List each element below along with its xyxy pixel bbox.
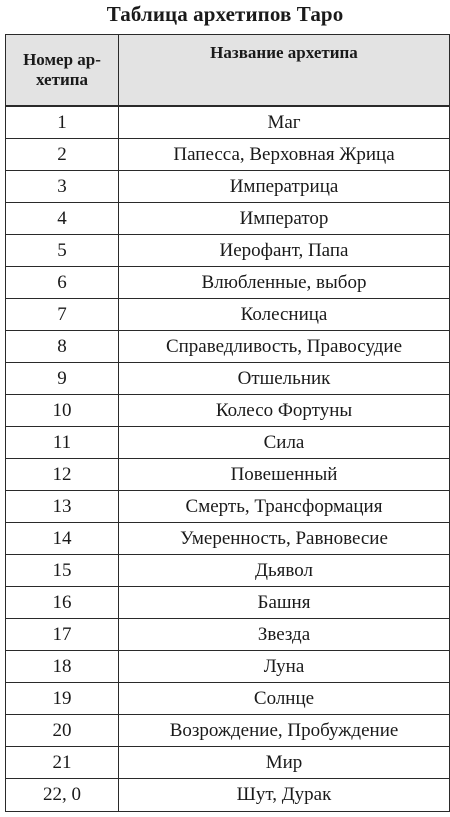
archetype-number-cell: 20 <box>6 715 119 747</box>
archetype-name-cell: Папесса, Верховная Жрица <box>119 139 450 171</box>
table-row <box>6 651 450 683</box>
table-row <box>6 587 450 619</box>
archetype-name-cell: Луна <box>119 651 450 683</box>
table-row <box>6 363 450 395</box>
archetype-number-cell: 11 <box>6 427 119 459</box>
table-row <box>6 139 450 171</box>
table-row <box>6 619 450 651</box>
archetype-number-cell: 1 <box>6 106 119 139</box>
archetype-number-cell: 13 <box>6 491 119 523</box>
archetype-number-cell: 9 <box>6 363 119 395</box>
archetype-number-cell: 21 <box>6 747 119 779</box>
archetype-number-cell: 5 <box>6 235 119 267</box>
archetype-name-cell: Колесница <box>119 299 450 331</box>
archetype-number-cell: 12 <box>6 459 119 491</box>
archetype-number-cell: 18 <box>6 651 119 683</box>
archetype-name-cell: Императрица <box>119 171 450 203</box>
table-row <box>6 235 450 267</box>
archetype-name-cell: Отшельник <box>119 363 450 395</box>
table-row <box>6 491 450 523</box>
archetype-name-cell: Повешенный <box>119 459 450 491</box>
archetype-number-cell: 3 <box>6 171 119 203</box>
archetype-name-cell: Дьявол <box>119 555 450 587</box>
archetype-name-cell: Башня <box>119 587 450 619</box>
archetype-name-cell: Звезда <box>119 619 450 651</box>
archetype-name-cell: Умеренность, Равновесие <box>119 523 450 555</box>
table-title: Таблица архетипов Таро <box>106 2 344 26</box>
table-body <box>6 106 450 812</box>
archetype-number-cell: 16 <box>6 587 119 619</box>
archetype-number-cell: 8 <box>6 331 119 363</box>
archetype-number-cell: 6 <box>6 267 119 299</box>
table-row <box>6 171 450 203</box>
archetype-number-cell: 2 <box>6 139 119 171</box>
table-row <box>6 555 450 587</box>
table-header-row <box>6 35 450 107</box>
archetype-number-cell: 19 <box>6 683 119 715</box>
table-row <box>6 523 450 555</box>
archetype-name-cell: Сила <box>119 427 450 459</box>
table-row <box>6 779 450 812</box>
table-row <box>6 683 450 715</box>
archetype-name-cell: Маг <box>119 106 450 139</box>
table-row <box>6 715 450 747</box>
header-name: Название архетипа <box>119 35 450 107</box>
table-row <box>6 459 450 491</box>
archetype-name-cell: Император <box>119 203 450 235</box>
table-row <box>6 203 450 235</box>
archetype-name-cell: Возрождение, Пробуждение <box>119 715 450 747</box>
archetype-number-cell: 17 <box>6 619 119 651</box>
archetype-number-cell: 4 <box>6 203 119 235</box>
header-number: Номер ар-хетипа <box>6 35 119 107</box>
archetype-number-cell: 14 <box>6 523 119 555</box>
archetype-table <box>5 34 450 812</box>
archetype-number-cell: 22, 0 <box>6 779 119 812</box>
archetype-number-cell: 7 <box>6 299 119 331</box>
archetype-number-cell: 15 <box>6 555 119 587</box>
table-row <box>6 395 450 427</box>
table-row <box>6 267 450 299</box>
archetype-name-cell: Шут, Дурак <box>119 779 450 812</box>
table-row <box>6 427 450 459</box>
archetype-name-cell: Колесо Фортуны <box>119 395 450 427</box>
archetype-number-cell: 10 <box>6 395 119 427</box>
table-row <box>6 331 450 363</box>
table-row <box>6 747 450 779</box>
archetype-name-cell: Влюбленные, выбор <box>119 267 450 299</box>
archetype-name-cell: Мир <box>119 747 450 779</box>
table-row <box>6 299 450 331</box>
archetype-name-cell: Справедливость, Правосудие <box>119 331 450 363</box>
archetype-name-cell: Солнце <box>119 683 450 715</box>
archetype-name-cell: Смерть, Трансформация <box>119 491 450 523</box>
table-row <box>6 106 450 139</box>
archetype-name-cell: Иерофант, Папа <box>119 235 450 267</box>
